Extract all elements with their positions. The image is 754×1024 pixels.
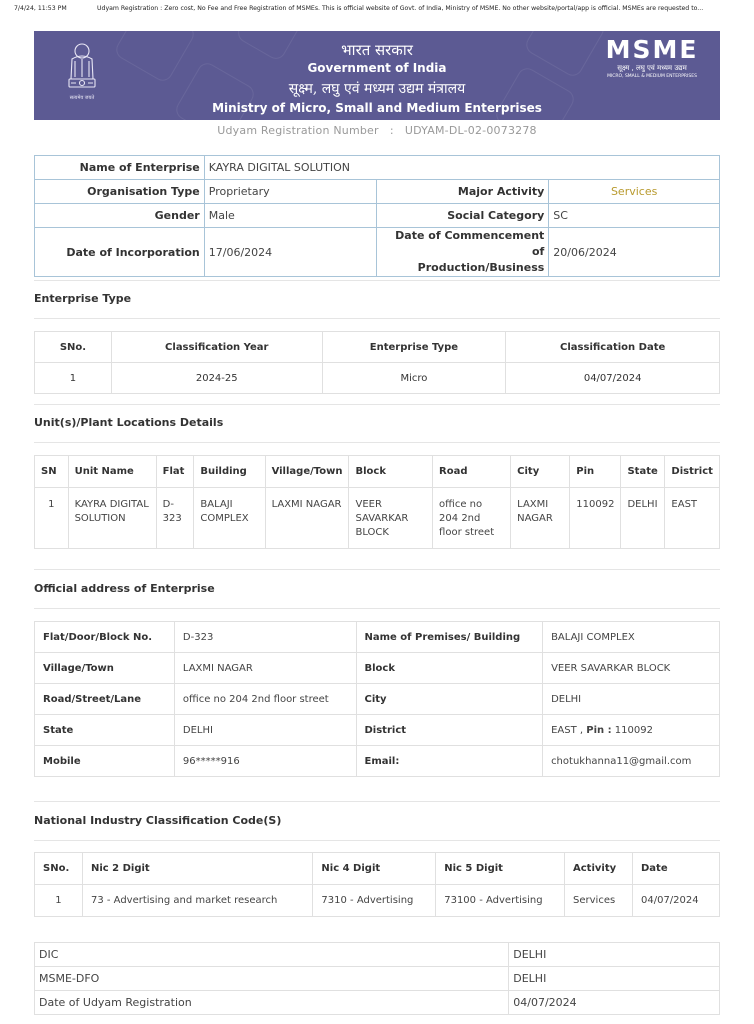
dfo-value: DELHI [509,967,720,991]
table-header: Activity [565,853,633,885]
unit-locations-title: Unit(s)/Plant Locations Details [34,416,224,429]
table-cell: 73 - Advertising and market research [82,885,312,917]
table-header: Classification Date [506,332,720,363]
unit-sn: 1 [35,488,69,549]
org-type-value: Proprietary [204,180,377,204]
unit-road: office no 204 2nd floor street [433,488,511,549]
nic-title: National Industry Classification Code(S) [34,814,282,827]
commencement-label [377,228,549,277]
table-header: Pin [570,456,621,488]
banner-english-govt: Government of India [307,61,447,75]
table-header: Nic 4 Digit [313,853,436,885]
pin-label: Pin : [586,724,612,736]
major-activity-value: Services [549,180,720,204]
unit-city: LAXMI NAGAR [511,488,570,549]
address-label: Name of Premises/ Building [356,622,543,653]
pin-value: 110092 [614,724,653,736]
table-cell: 1 [35,885,83,917]
divider [34,404,720,405]
msme-logo-english: MICRO, SMALL & MEDIUM ENTERPRISES [607,74,697,79]
table-header: Nic 2 Digit [82,853,312,885]
incorporation-value: 17/06/2024 [204,228,377,277]
banner-english-ministry: Ministry of Micro, Small and Medium Enterprises [212,101,542,115]
table-header: Road [433,456,511,488]
dic-label: DIC [35,943,509,967]
address-label: Flat/Door/Block No. [35,622,175,653]
email-value: chotukhanna11@gmail.com [543,746,720,777]
banner-hindi-ministry: सूक्ष्म, लघु एवं मध्यम उद्यम मंत्रालय [288,81,466,97]
divider [34,801,720,802]
table-header: State [621,456,665,488]
reg-number-separator: : [389,124,394,137]
table-cell: 2024-25 [111,363,322,394]
divider [34,608,720,609]
table-row [35,885,720,917]
divider [34,442,720,443]
msme-logo-text: MSME [605,35,699,64]
table-header: SNo. [35,853,83,885]
reg-date-label: Date of Udyam Registration [35,991,509,1015]
commencement-label-line2: Production/Business [417,261,545,274]
table-header: SNo. [35,332,112,363]
district-value: EAST , [551,724,584,736]
incorporation-label: Date of Incorporation [35,228,205,277]
divider [34,840,720,841]
official-address-table [34,621,720,777]
gender-label: Gender [35,204,205,228]
table-header: SN [35,456,69,488]
table-header: Enterprise Type [322,332,506,363]
table-header: Classification Year [111,332,322,363]
banner-hindi-govt: भारत सरकार [341,41,413,59]
unit-pin: 110092 [570,488,621,549]
address-label: Road/Street/Lane [35,684,175,715]
address-label: Block [356,653,543,684]
address-value: VEER SAVARKAR BLOCK [543,653,720,684]
table-cell: 7310 - Advertising [313,885,436,917]
table-header: City [511,456,570,488]
print-header [0,0,754,20]
divider [34,318,720,319]
unit-village: LAXMI NAGAR [265,488,349,549]
district-pin-value [543,715,720,746]
table-row [35,488,720,549]
enterprise-type-title: Enterprise Type [34,292,132,305]
unit-block: VEER SAVARKAR BLOCK [349,488,433,549]
address-value: D-323 [174,622,356,653]
udyam-registration-number [0,124,754,137]
address-value: BALAJI COMPLEX [543,622,720,653]
dic-dfo-table [34,942,720,1015]
reg-number-label: Udyam Registration Number [217,124,379,137]
divider [34,569,720,570]
commencement-label-line1: Date of Commencement of [395,229,545,258]
enterprise-name-value: KAYRA DIGITAL SOLUTION [204,156,719,180]
msme-logo [596,35,708,79]
divider [34,280,720,281]
address-value: office no 204 2nd floor street [174,684,356,715]
address-label: District [356,715,543,746]
table-header: Block [349,456,433,488]
commencement-value: 20/06/2024 [549,228,720,277]
address-label: State [35,715,175,746]
table-cell: Services [565,885,633,917]
table-cell: 04/07/2024 [506,363,720,394]
print-datetime: 7/4/24, 11:53 PM [14,5,67,12]
emblem-caption: सत्यमेव जयते [69,95,95,101]
table-header: Village/Town [265,456,349,488]
unit-flat: D-323 [156,488,194,549]
social-category-value: SC [549,204,720,228]
table-header: Unit Name [68,456,156,488]
address-value: DELHI [174,715,356,746]
nic-table [34,852,720,917]
dfo-label: MSME-DFO [35,967,509,991]
table-cell: 1 [35,363,112,394]
enterprise-name-label: Name of Enterprise [35,156,205,180]
table-header: Nic 5 Digit [436,853,565,885]
govt-banner [34,31,720,120]
table-cell: 73100 - Advertising [436,885,565,917]
gender-value: Male [204,204,377,228]
address-value: LAXMI NAGAR [174,653,356,684]
print-page-title: Udyam Registration : Zero cost, No Fee and Free Registration of MSMEs. This is official website of Govt. of India, Ministry of MSME. No other website/portal/app is official. MSMEs are requested to... [97,5,704,12]
address-label: Email: [356,746,543,777]
table-cell: 04/07/2024 [632,885,719,917]
major-activity-label: Major Activity [377,180,549,204]
msme-logo-hindi: सूक्ष्म , लघु एवं मध्यम उद्यम [617,64,687,72]
enterprise-details-table [34,155,720,277]
table-cell: Micro [322,363,506,394]
table-row [35,363,720,394]
unit-name: KAYRA DIGITAL SOLUTION [68,488,156,549]
unit-district: EAST [665,488,720,549]
table-header: District [665,456,720,488]
table-header: Building [194,456,265,488]
address-label: City [356,684,543,715]
dic-value: DELHI [509,943,720,967]
address-value: DELHI [543,684,720,715]
address-label: Mobile [35,746,175,777]
reg-number-value: UDYAM-DL-02-0073278 [404,124,537,137]
address-value: 96*****916 [174,746,356,777]
address-label: Village/Town [35,653,175,684]
enterprise-type-table [34,331,720,394]
org-type-label: Organisation Type [35,180,205,204]
social-category-label: Social Category [377,204,549,228]
unit-locations-table [34,455,720,549]
official-address-title: Official address of Enterprise [34,582,215,595]
unit-building: BALAJI COMPLEX [194,488,265,549]
table-header: Flat [156,456,194,488]
table-header: Date [632,853,719,885]
reg-date-value: 04/07/2024 [509,991,720,1015]
unit-state: DELHI [621,488,665,549]
